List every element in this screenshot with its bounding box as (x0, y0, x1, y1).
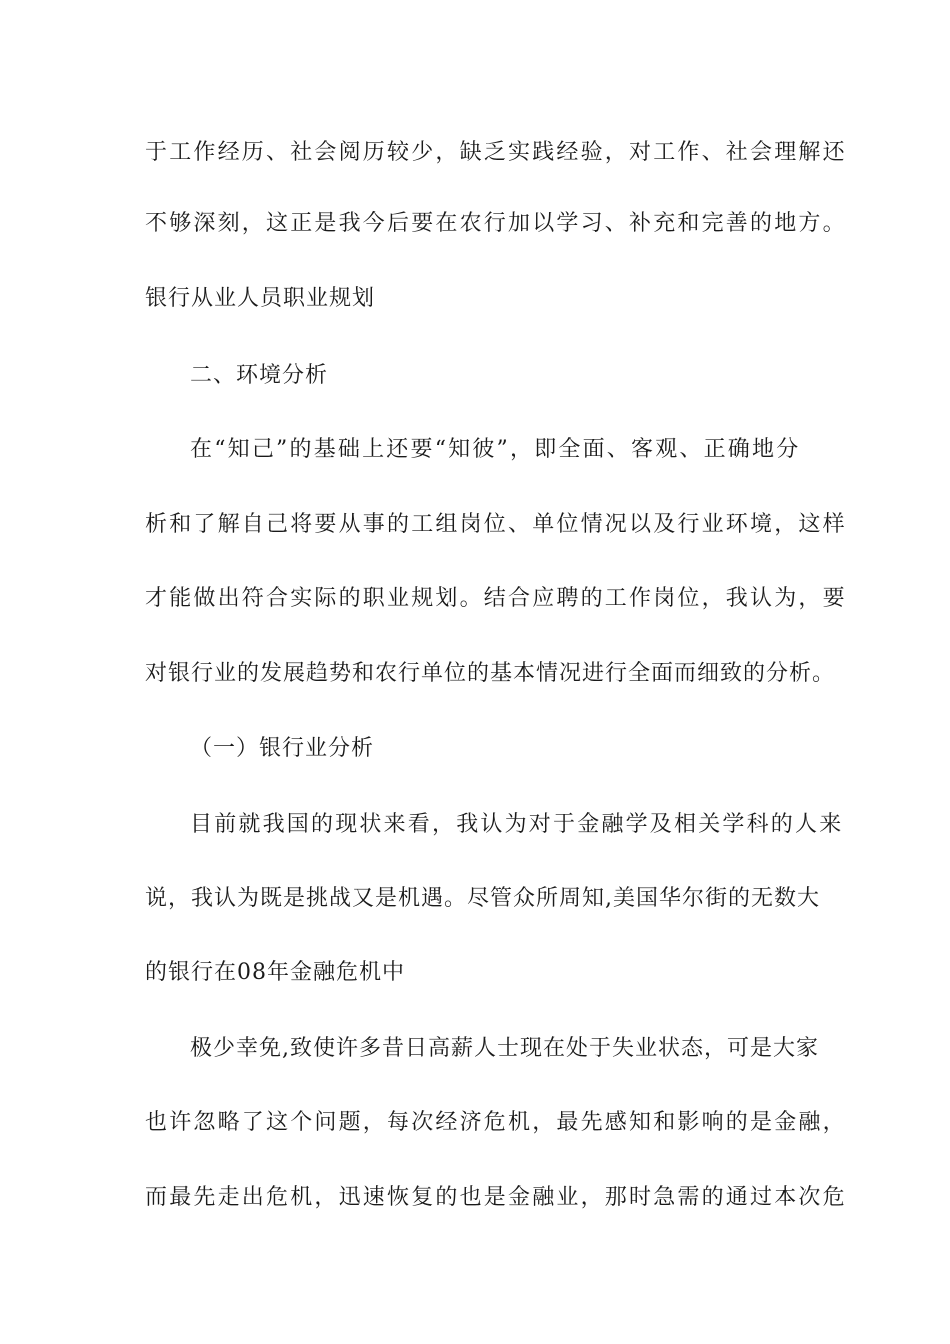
section-heading: 二、环境分析 (190, 363, 329, 388)
body-text-line: 的银行在08年金融危机中 (145, 960, 405, 985)
body-text-line: 说，我认为既是挑战又是机遇。尽管众所周知,美国华尔街的无数大 (145, 886, 820, 911)
body-text-line: 极少幸免,致使许多昔日高薪人士现在处于失业状态，可是大家 (190, 1036, 819, 1061)
body-text-line: 析和了解自己将要从事的工组岗位、单位情况以及行业环境，这样 (145, 512, 847, 537)
body-text-line: 才能做出符合实际的职业规划。结合应聘的工作岗位，我认为，要 (145, 586, 847, 611)
body-text-line: 而最先走出危机，迅速恢复的也是金融业，那时急需的通过本次危 (145, 1185, 847, 1210)
body-text-line: 对银行业的发展趋势和农行单位的基本情况进行全面而细致的分析。 (145, 661, 836, 686)
body-text-line: 于工作经历、社会阅历较少，缺乏实践经验，对工作、社会理解还 (145, 140, 847, 165)
body-text-line: 目前就我国的现状来看，我认为对于金融学及相关学科的人来 (190, 812, 844, 837)
body-text-line: 不够深刻，这正是我今后要在农行加以学习、补充和完善的地方。 (145, 211, 847, 236)
body-text-line: 也许忽略了这个问题，每次经济危机，最先感知和影响的是金融， (145, 1110, 847, 1135)
subsection-heading: （一）银行业分析 (190, 736, 375, 761)
article-title: 银行从业人员职业规划 (145, 286, 376, 311)
body-text-line: 在“知己”的基础上还要“知彼”，即全面、客观、正确地分 (190, 437, 801, 462)
